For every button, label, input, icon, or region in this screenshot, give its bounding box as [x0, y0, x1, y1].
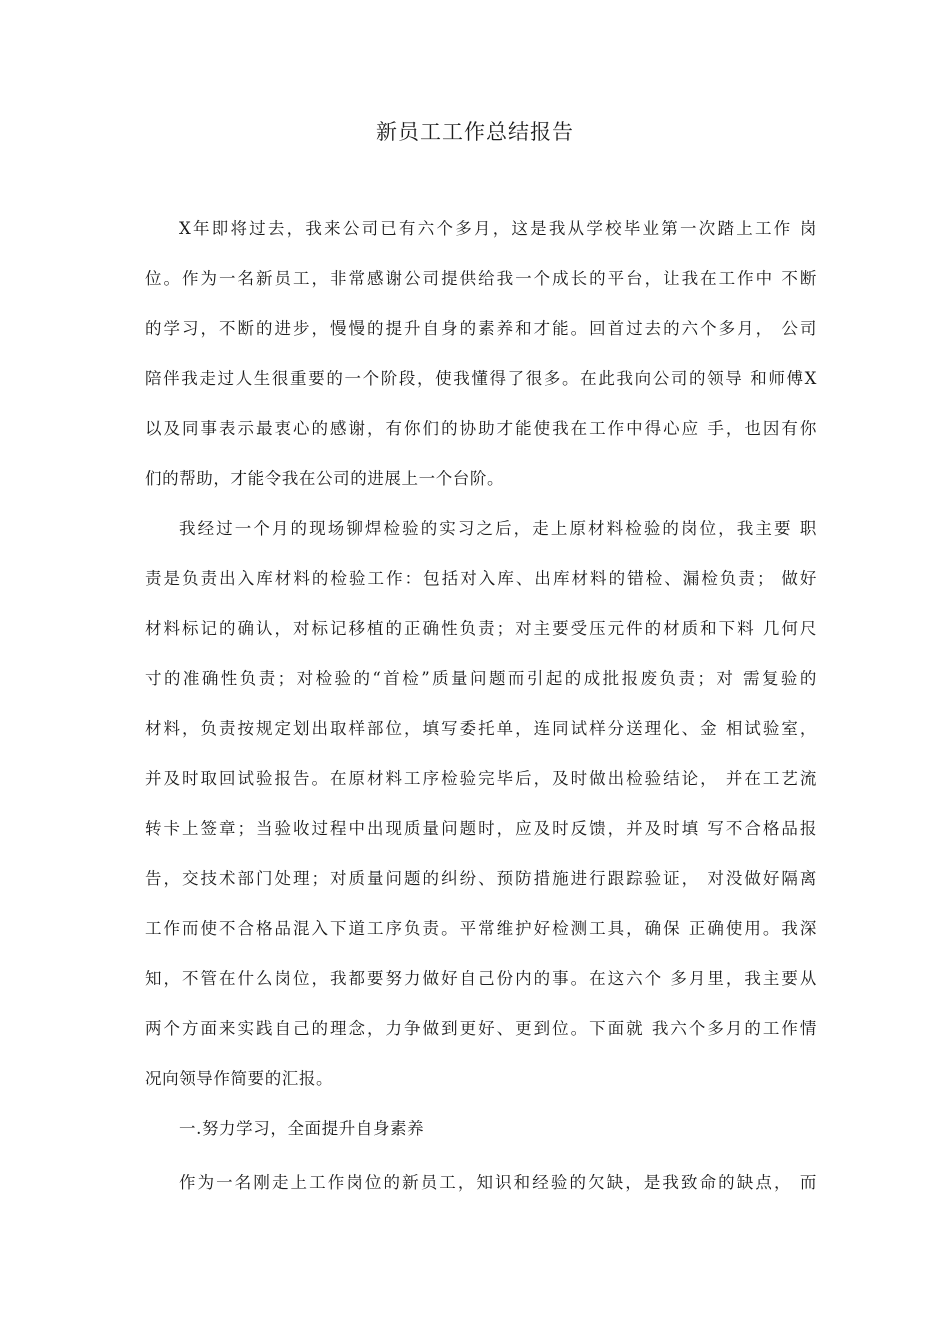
text-line: 寸的准确性负责；对检验的“首检”质量问题而引起的成批报废负责；对 需复验的: [145, 669, 817, 688]
text-line: 们的帮助，才能令我在公司的进展上一个台阶。: [145, 469, 505, 488]
document-title: 新员工工作总结报告: [376, 120, 574, 144]
text-line: 知，不管在什么岗位，我都要努力做好自己份内的事。在这六个 多月里，我主要从: [145, 969, 817, 988]
text-line: 工作而使不合格品混入下道工序负责。平常维护好检测工具，确保 正确使用。我深: [145, 919, 817, 938]
text-line: 告，交技术部门处理；对质量问题的纠纷、预防措施进行跟踪验证， 对没做好隔离: [145, 869, 817, 888]
section-heading-text: 一.努力学习，全面提升自身素养: [179, 1119, 425, 1138]
text-line: 责是负责出入库材料的检验工作：包括对入库、出库材料的错检、漏检负责； 做好: [145, 569, 817, 588]
text-line: 两个方面来实践自己的理念，力争做到更好、更到位。下面就 我六个多月的工作情: [145, 1019, 817, 1038]
text-line: 的学习，不断的进步，慢慢的提升自身的素养和才能。回首过去的六个多月， 公司: [145, 319, 817, 338]
text-line: 材料，负责按规定划出取样部位，填写委托单，连同试样分送理化、金 相试验室，: [145, 719, 817, 738]
text-line: 陪伴我走过人生很重要的一个阶段，使我懂得了很多。在此我向公司的领导 和师傅X: [145, 369, 817, 388]
text-line: 以及同事表示最衷心的感谢，有你们的协助才能使我在工作中得心应 手，也因有你: [145, 419, 817, 438]
text-line: 并及时取回试验报告。在原材料工序检验完毕后，及时做出检验结论， 并在工艺流: [145, 769, 817, 788]
text-line: 位。作为一名新员工，非常感谢公司提供给我一个成长的平台，让我在工作中 不断: [145, 269, 817, 288]
text-line: X年即将过去，我来公司已有六个多月，这是我从学校毕业第一次踏上工作 岗: [179, 219, 817, 238]
text-line: 况向领导作简要的汇报。: [145, 1069, 334, 1088]
text-line: 材料标记的确认，对标记移植的正确性负责；对主要受压元件的材质和下料 几何尺: [145, 619, 817, 638]
text-line: 转卡上签章；当验收过程中出现质量问题时，应及时反馈，并及时填 写不合格品报: [145, 819, 817, 838]
text-line: 我经过一个月的现场铆焊检验的实习之后，走上原材料检验的岗位，我主要 职: [179, 519, 817, 538]
text-line: 作为一名刚走上工作岗位的新员工，知识和经验的欠缺，是我致命的缺点， 而: [179, 1173, 817, 1192]
